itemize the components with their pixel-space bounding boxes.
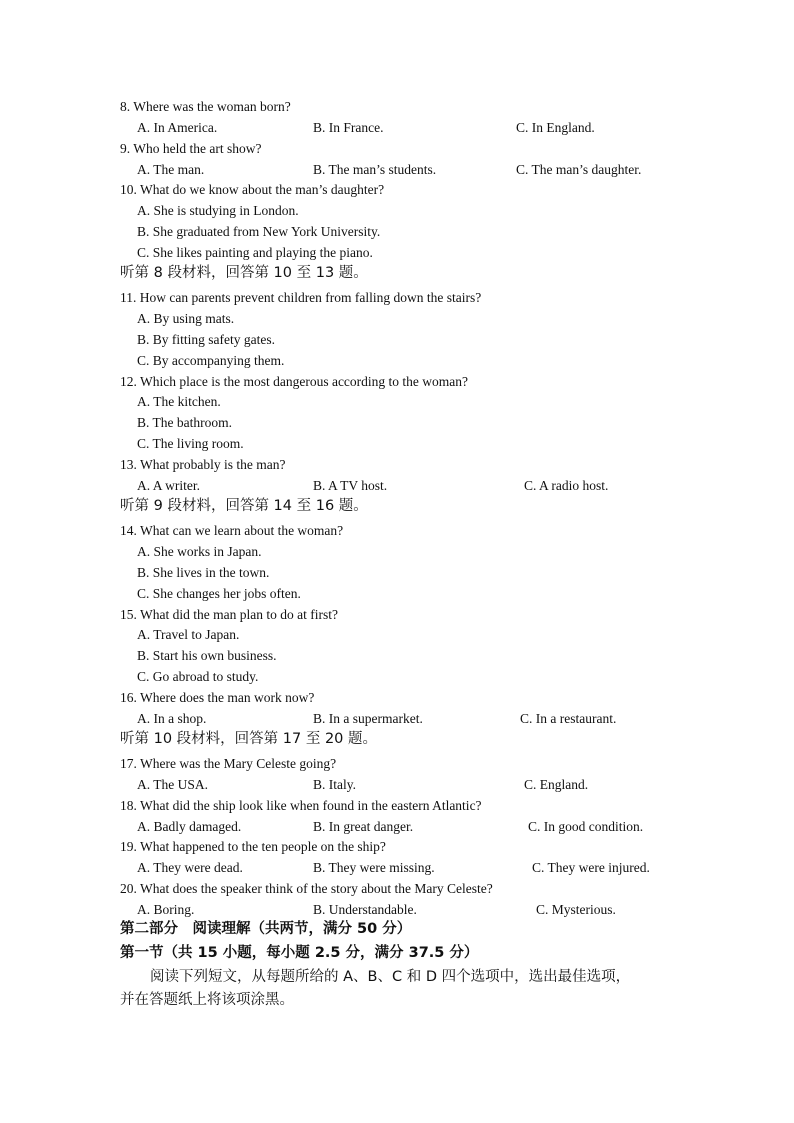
q10-option-c: C. She likes painting and playing the piano. (137, 245, 373, 260)
question-14: 14. What can we learn about the woman? (120, 523, 344, 538)
question-10: 10. What do we know about the man’s daughter? (120, 182, 385, 197)
q13-option-a: A. A writer. (137, 478, 200, 493)
part2-title: 第二部分 阅读理解（共两节，满分 50 分） (120, 921, 412, 937)
question-9: 9. Who held the art show? (120, 141, 262, 156)
q16-option-b: B. In a supermarket. (313, 711, 423, 726)
q9-option-c: C. The man’s daughter. (516, 162, 642, 177)
q9-option-a: A. The man. (137, 162, 205, 177)
q11-option-b: B. By fitting safety gates. (137, 332, 275, 347)
q12-option-b: B. The bathroom. (137, 415, 232, 430)
q19-option-b: B. They were missing. (313, 860, 435, 875)
q18-option-c: C. In good condition. (528, 819, 644, 834)
q12-option-c: C. The living room. (137, 436, 244, 451)
q10-option-a: A. She is studying in London. (137, 203, 299, 218)
q20-option-a: A. Boring. (137, 902, 195, 917)
q15-option-c: C. Go abroad to study. (137, 669, 259, 684)
question-18: 18. What did the ship look like when found in the eastern Atlantic? (120, 798, 482, 813)
q10-option-b: B. She graduated from New York University. (137, 224, 381, 239)
question-15: 15. What did the man plan to do at first? (120, 607, 338, 622)
q14-option-c: C. She changes her jobs often. (137, 586, 301, 601)
question-13: 13. What probably is the man? (120, 457, 286, 472)
q13-option-b: B. A TV host. (313, 478, 388, 493)
q12-option-a: A. The kitchen. (137, 394, 221, 409)
q14-option-a: A. She works in Japan. (137, 544, 262, 559)
q11-option-c: C. By accompanying them. (137, 353, 285, 368)
q11-option-a: A. By using mats. (137, 311, 235, 326)
q8-option-b: B. In France. (313, 120, 384, 135)
q15-option-b: B. Start his own business. (137, 648, 277, 663)
part2-section1-title: 第一节（共 15 小题，每小题 2.5 分，满分 37.5 分） (120, 945, 479, 961)
segment-10-heading: 听第 10 段材料，回答第 17 至 20 题。 (120, 731, 378, 747)
segment-9-heading: 听第 9 段材料，回答第 14 至 16 题。 (120, 498, 368, 514)
q17-option-c: C. England. (524, 777, 589, 792)
part2-instruction-line2: 并在答题纸上将该项涂黑。 (120, 992, 294, 1008)
question-11: 11. How can parents prevent children from falling down the stairs? (120, 290, 482, 305)
part2-instruction-line1: 阅读下列短文，从每题所给的 A、B、C 和 D 四个选项中，选出最佳选项， (150, 969, 631, 985)
question-12: 12. Which place is the most dangerous according to the woman? (120, 374, 469, 389)
q18-option-a: A. Badly damaged. (137, 819, 242, 834)
question-19: 19. What happened to the ten people on the ship? (120, 839, 386, 854)
q8-option-c: C. In England. (516, 120, 595, 135)
q19-option-c: C. They were injured. (532, 860, 650, 875)
q15-option-a: A. Travel to Japan. (137, 627, 240, 642)
q9-option-b: B. The man’s students. (313, 162, 437, 177)
q16-option-a: A. In a shop. (137, 711, 207, 726)
question-16: 16. Where does the man work now? (120, 690, 315, 705)
q20-option-b: B. Understandable. (313, 902, 417, 917)
question-20: 20. What does the speaker think of the story about the Mary Celeste? (120, 881, 493, 896)
q17-option-b: B. Italy. (313, 777, 356, 792)
q18-option-b: B. In great danger. (313, 819, 414, 834)
q19-option-a: A. They were dead. (137, 860, 243, 875)
q20-option-c: C. Mysterious. (536, 902, 616, 917)
q13-option-c: C. A radio host. (524, 478, 609, 493)
q8-option-a: A. In America. (137, 120, 218, 135)
q14-option-b: B. She lives in the town. (137, 565, 270, 580)
segment-8-heading: 听第 8 段材料，回答第 10 至 13 题。 (120, 265, 368, 281)
question-8: 8. Where was the woman born? (120, 99, 291, 114)
q17-option-a: A. The USA. (137, 777, 209, 792)
question-17: 17. Where was the Mary Celeste going? (120, 756, 337, 771)
q16-option-c: C. In a restaurant. (520, 711, 617, 726)
